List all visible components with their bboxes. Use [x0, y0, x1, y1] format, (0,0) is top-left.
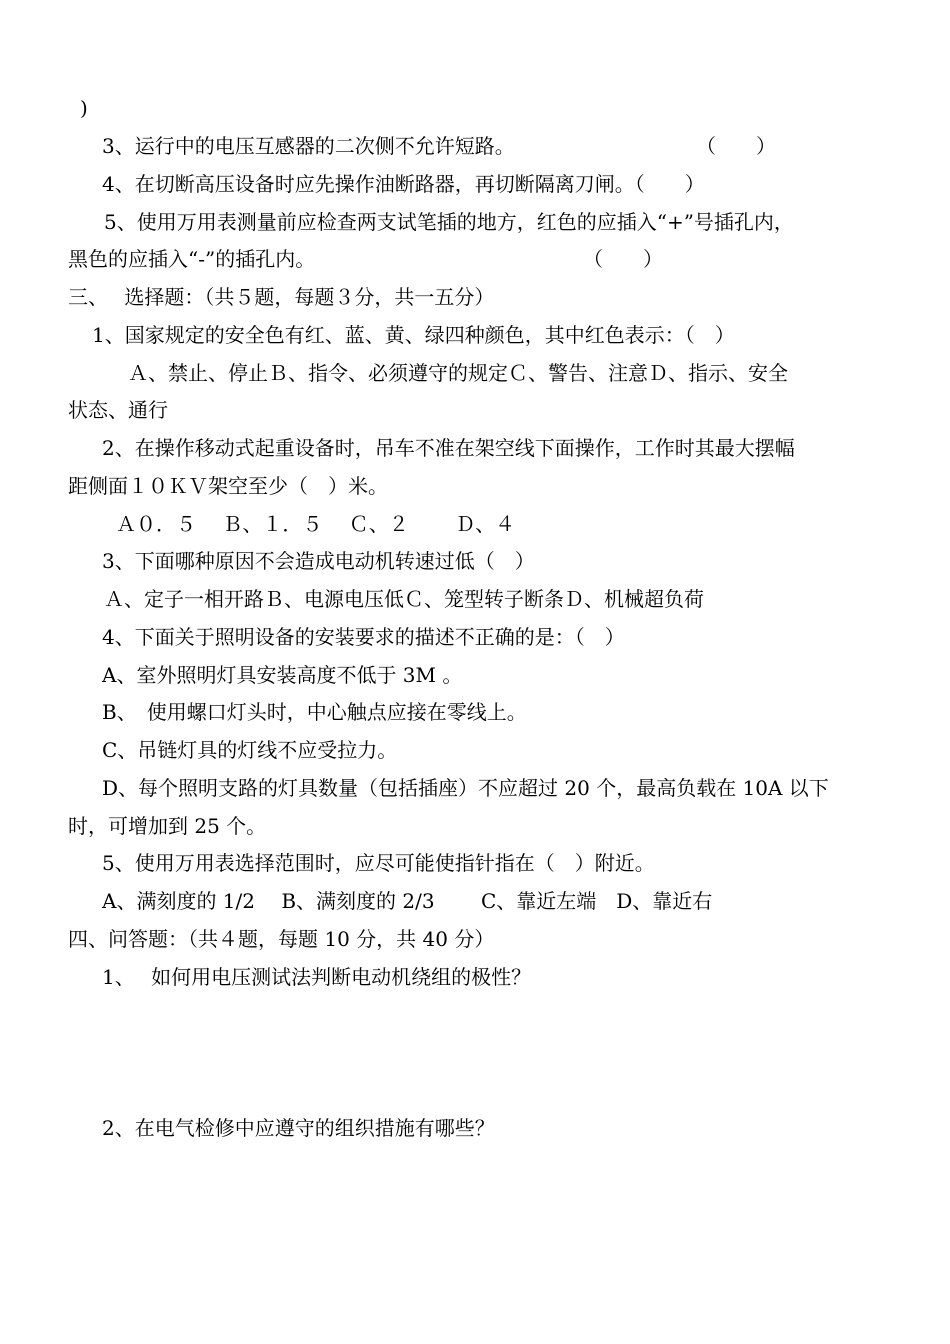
text-line: 时，可增加到 25 个。: [68, 814, 267, 838]
text-line: 距侧面１０ＫＶ架空至少（ ）米。: [68, 474, 388, 498]
text-line: 黑色的应插入“-”的插孔内。: [68, 247, 316, 271]
text-line: D、每个照明支路的灯具数量（包括插座）不应超过 20 个，最高负载在 10A 以下: [102, 776, 829, 800]
text-line: 4、在切断高压设备时应先操作油断路器，再切断隔离刀闸。（ ）: [102, 172, 705, 196]
text-line: 状态、通行: [68, 398, 168, 422]
text-line: Ａ０．５ Ｂ、１．５ Ｃ、２ Ｄ、４: [116, 512, 516, 536]
text-line: 3、运行中的电压互感器的二次侧不允许短路。: [102, 134, 515, 158]
text-line: （ ）: [583, 247, 663, 271]
text-line: 1、 如何用电压测试法判断电动机绕组的极性？: [102, 965, 532, 989]
text-line: （ ）: [696, 134, 776, 158]
text-line: 2、在电气检修中应遵守的组织措施有哪些？: [102, 1116, 495, 1140]
text-line: 5、使用万用表测量前应检查两支试笔插的地方，红色的应插入“+”号插孔内，: [104, 210, 794, 234]
text-line: 3、下面哪种原因不会造成电动机转速过低（ ）: [102, 549, 535, 573]
text-line: A、满刻度的 1/2 B、满刻度的 2/3 C、靠近左端 D、靠近右: [102, 889, 713, 913]
text-line: C、吊链灯具的灯线不应受拉力。: [102, 738, 398, 762]
text-line: Ａ、定子一相开路Ｂ、电源电压低Ｃ、笼型转子断条Ｄ、机械超负荷: [104, 587, 704, 611]
section-heading: 三、 选择题：（共５题，每题３分，共一五分）: [68, 285, 495, 309]
text-line: B、 使用螺口灯头时，中心触点应接在零线上。: [102, 700, 527, 724]
section-heading: 四、问答题：（共４题，每题 10 分，共 40 分）: [68, 927, 495, 951]
text-line: 5、使用万用表选择范围时，应尽可能使指针指在（ ）附近。: [102, 851, 655, 875]
text-line: A、室外照明灯具安装高度不低于 3M 。: [102, 663, 463, 687]
text-line: ): [80, 96, 88, 120]
text-line: 4、下面关于照明设备的安装要求的描述不正确的是：（ ）: [102, 625, 625, 649]
text-line: Ａ、禁止、停止Ｂ、指令、必须遵守的规定Ｃ、警告、注意Ｄ、指示、安全: [128, 361, 788, 385]
text-line: 2、在操作移动式起重设备时，吊车不准在架空线下面操作，工作时其最大摆幅: [102, 436, 795, 460]
text-line: 1、国家规定的安全色有红、蓝、黄、绿四种颜色，其中红色表示：（ ）: [92, 323, 735, 347]
